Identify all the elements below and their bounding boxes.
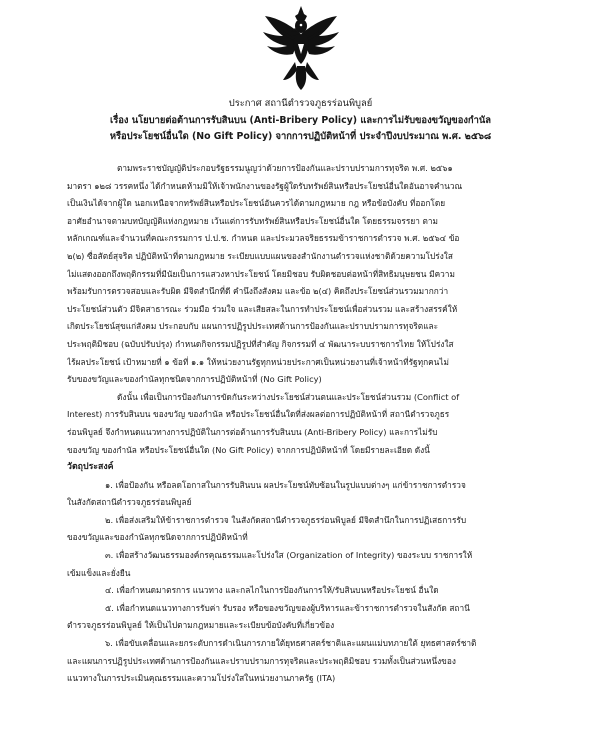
text-line: มาตรา ๑๒๘ วรรคหนึ่ง ได้กำหนดห้ามมิให้เจ้าพนักงานของรัฐผู้ใดรับทรัพย์สินหรือประโยชน์อื่นใดอันอาจคำนวณ bbox=[67, 180, 463, 191]
text-line: พร้อมรับการตรวจสอบและรับผิด มีจิตสำนึกที่ดี คำนึงถึงสังคม และข้อ ๒(๔) คิดถึงประโยชน์ส่วนรวมมากกว่า bbox=[67, 286, 449, 297]
text-line: Interest) การรับสินบน ของขวัญ ของกำนัล หรือประโยชน์อื่นใดที่ส่งผลต่อการปฏิบัติหน้าที่ สถานีตำรวจภูธร bbox=[67, 409, 450, 420]
paragraph-legal-basis bbox=[67, 160, 553, 389]
text-line: หลักเกณฑ์และจำนวนที่คณะกรรมการ ป.ป.ช. กำหนด และประมวลจริยธรรมข้าราชการตำรวจ พ.ศ. ๒๕๖๔ ข้อ bbox=[67, 233, 460, 244]
objectives-heading: วัตถุประสงค์ bbox=[67, 462, 114, 473]
garuda-emblem-icon bbox=[261, 4, 341, 92]
objective-item: ๓. เพื่อสร้างวัฒนธรรมองค์กรคุณธรรมและโปร่งใส (Organization of Integrity) ของระบบ ราชการให้ bbox=[105, 550, 473, 561]
objective-item: ๖. เพื่อขับเคลื่อนและยกระดับการดำเนินการภายใต้ยุทธศาสตร์ชาติและแผนแม่บทภายใต้ ยุทธศาสตร์ชาติ bbox=[105, 638, 477, 649]
text-line: ประโยชน์ส่วนตัว มีจิตสาธารณะ ร่วมมือ ร่วมใจ และเสียสละในการทำประโยชน์เพื่อส่วนรวม และสร้างสรรค์ให้ bbox=[67, 303, 458, 314]
text-line: ไร้ผลประโยชน์ เป้าหมายที่ ๑ ข้อที่ ๑.๑ ให้หน่วยงานรัฐทุกหน่วยประกาศเป็นหน่วยงานที่เจ้าหน้าที่รัฐทุกคนไม่ bbox=[67, 356, 449, 367]
objective-item: ๑. เพื่อป้องกัน หรือลดโอกาสในการรับสินบน ผลประโยชน์ทับซ้อนในรูปแบบต่างๆ แก่ข้าราชการตำรวจ bbox=[105, 479, 466, 490]
paragraph-policy-statement bbox=[67, 389, 553, 459]
objective-item: ๔. เพื่อกำหนดมาตรการ แนวทาง และกลไกในการป้องกันการให้/รับสินบนหรือประโยชน์ อื่นใด bbox=[105, 585, 439, 596]
objective-item: ๒. เพื่อส่งเสริมให้ข้าราชการตำรวจ ในสังกัดสถานีตำรวจภูธรร่อนพิบูลย์ มีจิตสำนึกในการปฏิเสธการรับ bbox=[105, 514, 467, 525]
text-line: ไม่แสดงออกถึงพฤติกรรมที่มีนัยเป็นการแสวงหาประโยชน์ โดยมิชอบ รับผิดชอบต่อหน้าที่สิทธิมนุษยชน มีความ bbox=[67, 268, 455, 279]
announcement-title: ประกาศ สถานีตำรวจภูธรร่อนพิบูลย์ bbox=[228, 98, 373, 109]
text-line: อาศัยอำนาจตามบทบัญญัติแห่งกฎหมาย เว้นแต่การรับทรัพย์สินหรือประโยชน์อื่นใด โดยธรรมจรรยา ตาม bbox=[67, 215, 439, 226]
objective-item-continued: ตำรวจภูธรร่อนพิบูลย์ ให้เป็นไปตามกฎหมายและระเบียบข้อบังคับที่เกี่ยวข้อง bbox=[67, 620, 335, 631]
text-line: ๒(๒) ซื่อสัตย์สุจริต ปฏิบัติหน้าที่ตามกฎหมาย ระเบียบแบบแผนของสำนักงานตำรวจแห่งชาติด้วยความโปร่งใส bbox=[67, 250, 453, 261]
subject-line-2: หรือประโยชน์อื่นใด (No Gift Policy) จากการปฏิบัติหน้าที่ ประจำปีงบประมาณ พ.ศ. ๒๕๖๘ bbox=[109, 131, 492, 142]
objective-item-continued: ในสังกัดสถานีตำรวจภูธรร่อนพิบูลย์ bbox=[67, 497, 192, 508]
text-line: รับของขวัญและของกำนัลทุกชนิดจากการปฏิบัติหน้าที่ (No Gift Policy) bbox=[67, 374, 322, 385]
document-body bbox=[67, 160, 553, 688]
objective-item-continued: และแผนการปฏิรูปประเทศด้านการป้องกันและปราบปรามการทุจริตและประพฤติมิชอบ รวมทั้งเป็นส่วนหนึ่งของ bbox=[67, 655, 456, 666]
text-line: ของขวัญ ของกำนัล หรือประโยชน์อื่นใด (No Gift Policy) จากการปฏิบัติหน้าที่ โดยมีรายละเอียด ดังนี้ bbox=[67, 444, 430, 455]
text-line: ร่อนพิบูลย์ จึงกำหนดแนวทางการปฏิบัติในการต่อต้านการรับสินบน (Anti-Bribery Policy) และการไม่รับ bbox=[67, 426, 438, 437]
text-line: ดังนั้น เพื่อเป็นการป้องกันการขัดกันระหว่างประโยชน์ส่วนตนและประโยชน์ส่วนรวม (Conflict of bbox=[117, 391, 460, 402]
text-line: เป็นเงินได้จากผู้ใด นอกเหนือจากทรัพย์สินหรือประโยชน์อันควรได้ตามกฎหมาย กฎ หรือข้อบังคับ ที่ออกโดย bbox=[67, 198, 446, 209]
objective-item: ๕. เพื่อกำหนดแนวทางการรับค่า รับรอง หรือของขวัญของผู้บริหารและข้าราชการตำรวจในสังกัด สถานี bbox=[105, 602, 470, 613]
objective-item-continued: ของขวัญและของกำนัลทุกชนิดจากการปฏิบัติหน้าที่ bbox=[67, 532, 248, 543]
text-line: ประพฤติมิชอบ (ฉบับปรับปรุง) กำหนดกิจกรรมปฏิรูปที่สำคัญ กิจกรรมที่ ๔ พัฒนาระบบราชการไทย ให้โปร่งใส bbox=[67, 338, 454, 349]
objective-item-continued: แนวทางในการประเมินคุณธรรมและความโปร่งใสในหน่วยงานภาครัฐ (ITA) bbox=[67, 673, 336, 684]
text-line: เกิดประโยชน์สุขแก่สังคม ประกอบกับ แผนการปฏิรูปประเทศด้านการป้องกันและปราบปรามการทุจริตและ bbox=[67, 321, 439, 332]
objective-item-continued: เข้มแข็งและยั่งยืน bbox=[67, 567, 131, 578]
objective-list bbox=[67, 477, 553, 688]
text-line: ตามพระราชบัญญัติประกอบรัฐธรรมนูญว่าด้วยการป้องกันและปราบปรามการทุจริต พ.ศ. ๒๕๖๑ bbox=[117, 163, 453, 173]
subject-line-1: เรื่อง นโยบายต่อต้านการรับสินบน (Anti-Bribery Policy) และการไม่รับของขวัญของกำนัล bbox=[109, 115, 492, 126]
